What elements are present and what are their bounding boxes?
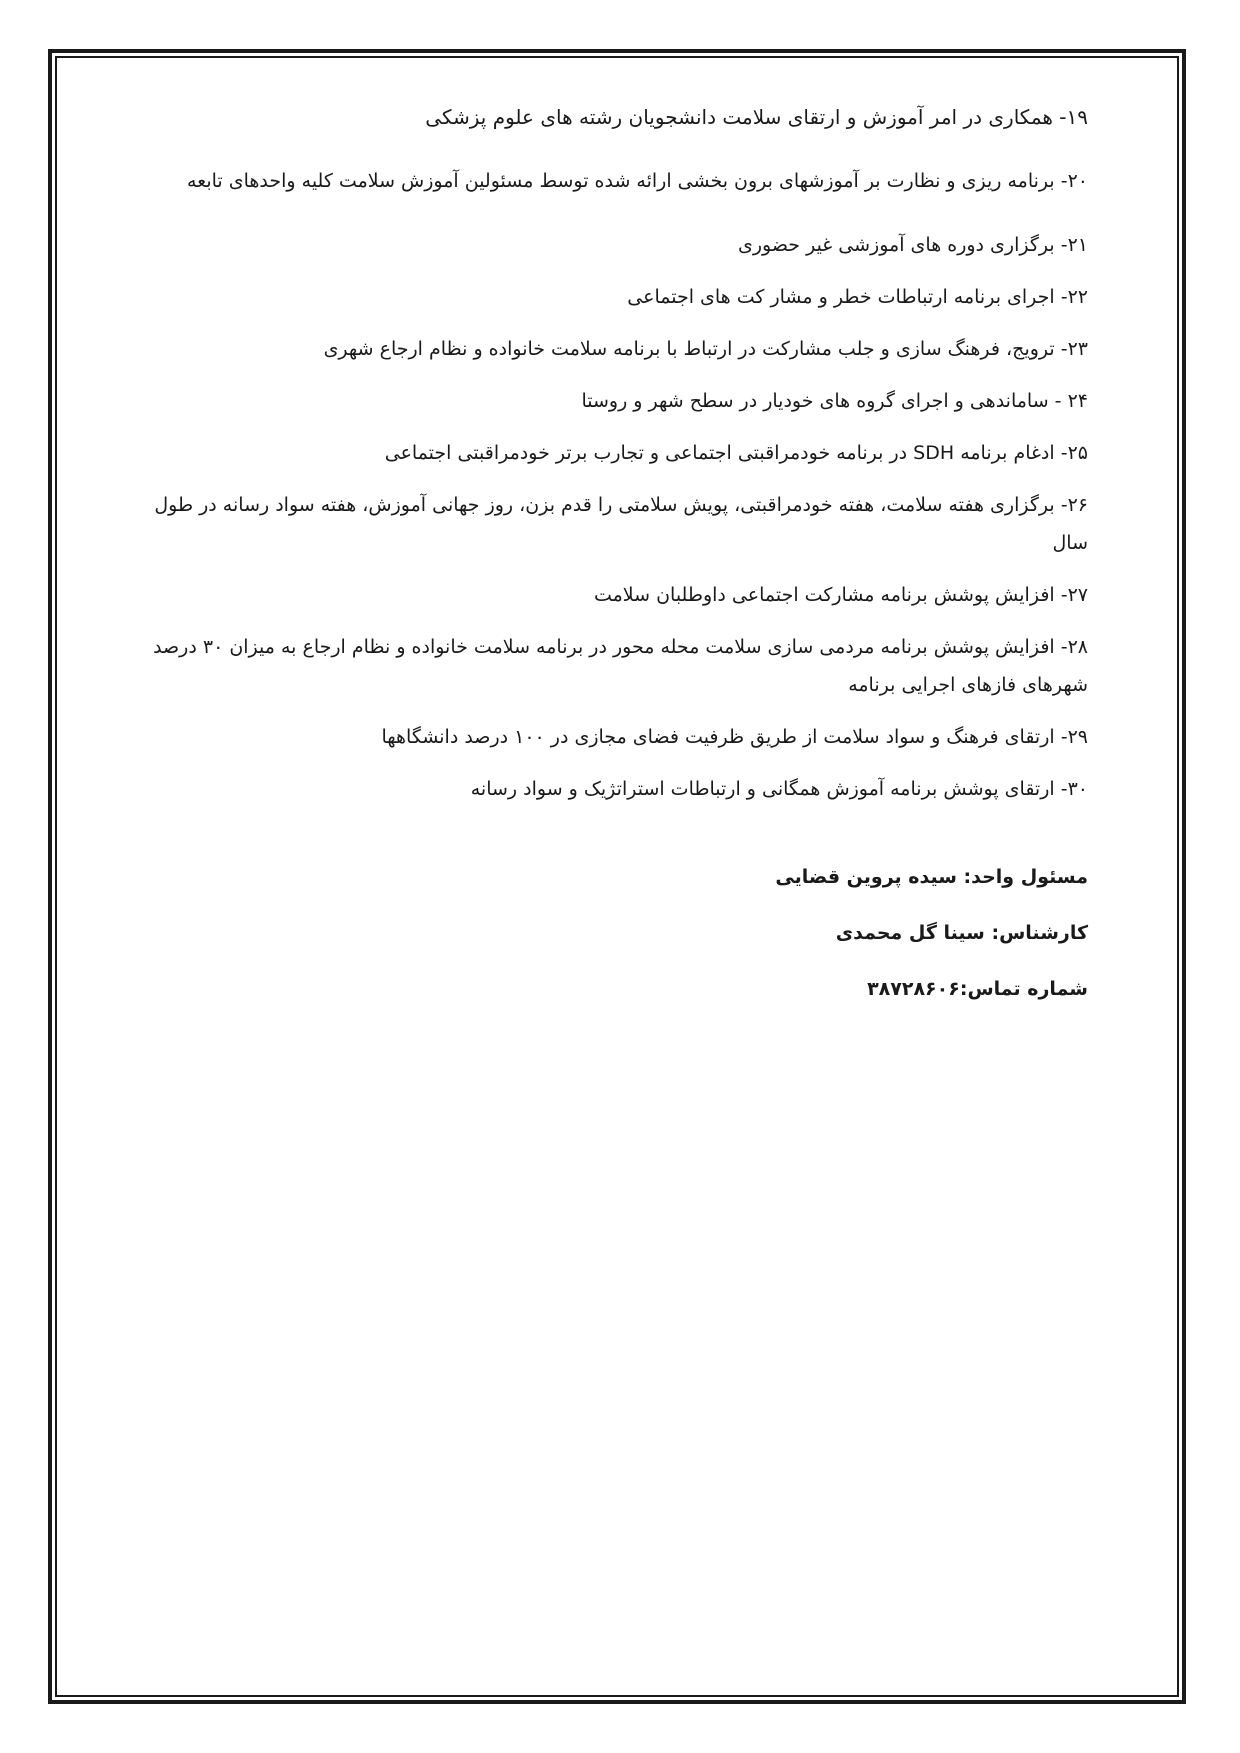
list-item-30: ۳۰- ارتقای پوشش برنامه آموزش همگانی و ارتباطات استراتژیک و سواد رسانه	[470, 778, 1088, 800]
list-item-24: ۲۴ - ساماندهی و اجرای گروه های خودیار در سطح شهر و روستا	[581, 390, 1088, 412]
list-item-28: ۲۸- افزایش پوشش برنامه مردمی سازی سلامت محله محور در برنامه سلامت خانواده و نظام ارجاع به میزان ۳۰ درصد شهرهای فازهای اجرایی برنامه	[153, 636, 1088, 696]
list-item-26: ۲۶- برگزاری هفته سلامت، هفته خودمراقبتی، پویش سلامتی را قدم بزن، روز جهانی آموزش، هفته سواد رسانه در طول سال	[154, 494, 1088, 554]
phone-line: شماره تماس:۳۸۷۲۸۶۰۶	[867, 978, 1088, 1000]
list-item-19: ۱۹- همکاری در امر آموزش و ارتقای سلامت دانشجویان رشته های علوم پزشکی	[425, 105, 1088, 129]
document-content	[150, 98, 1088, 1030]
list-item-20: ۲۰- برنامه ریزی و نظارت بر آموزشهای برون بخشی ارائه شده توسط مسئولین آموزش سلامت کلیه واحدهای تابعه	[186, 170, 1088, 192]
expert-line: کارشناس: سینا گل محمدی	[835, 922, 1088, 944]
list-item-29: ۲۹- ارتقای فرهنگ و سواد سلامت از طریق ظرفیت فضای مجازی در ۱۰۰ درصد دانشگاهها	[381, 726, 1088, 748]
unit-manager-line: مسئول واحد: سیده پروین قضایی	[775, 866, 1088, 888]
list-item-25: ۲۵- ادغام برنامه SDH در برنامه خودمراقبتی اجتماعی و تجارب برتر خودمراقبتی اجتماعی	[384, 442, 1088, 464]
list-item-23: ۲۳- ترویج، فرهنگ سازی و جلب مشارکت در ارتباط با برنامه سلامت خانواده و نظام ارجاع شهری	[323, 338, 1088, 360]
list-item-21: ۲۱- برگزاری دوره های آموزشی غیر حضوری	[737, 234, 1088, 256]
list-item-22: ۲۲- اجرای برنامه ارتباطات خطر و مشار کت های اجتماعی	[627, 286, 1088, 308]
list-item-27: ۲۷- افزایش پوشش برنامه مشارکت اجتماعی داوطلبان سلامت	[593, 584, 1088, 606]
signature-block	[150, 862, 1088, 1004]
